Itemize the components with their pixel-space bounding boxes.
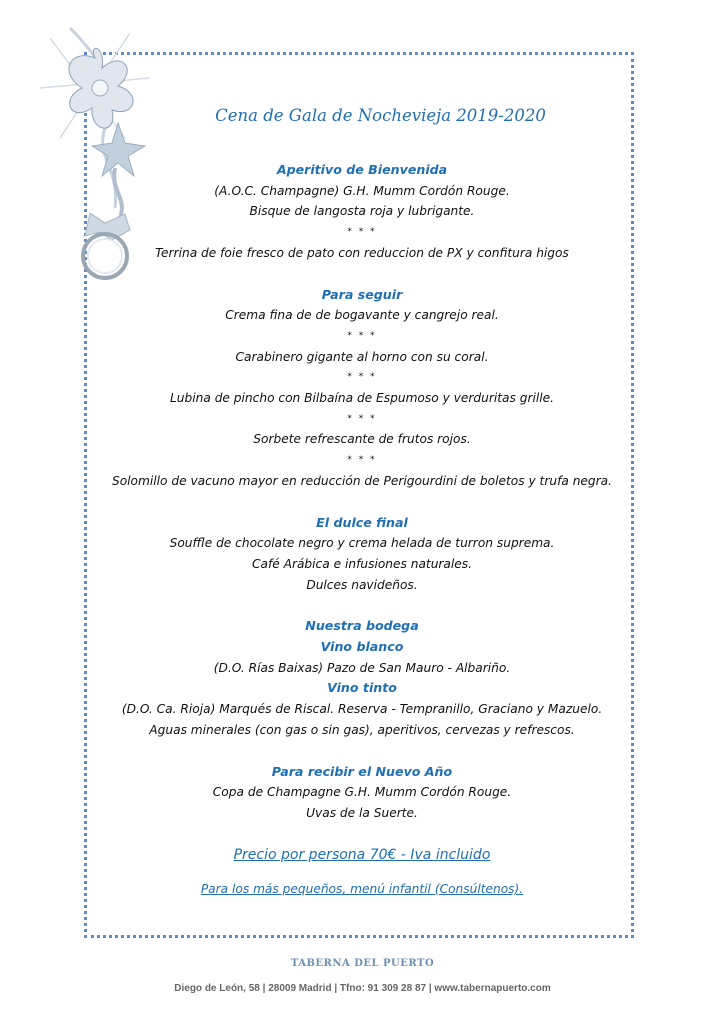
separator: * * * <box>347 227 377 238</box>
menu-line: Crema fina de de bogavante y cangrejo real. <box>225 308 499 323</box>
menu-line: Carabinero gigante al horno con su coral. <box>235 349 489 364</box>
menu-line: (D.O. Rías Baixas) Pazo de San Mauro - Albariño. <box>213 660 511 675</box>
section-heading: El dulce final <box>316 514 408 530</box>
menu-line: Dulces navideños. <box>306 577 418 592</box>
kids-menu-link[interactable]: Para los más pequeños, menú infantil (Consúltenos). <box>200 882 524 896</box>
menu-line: Bisque de langosta roja y lubrigante. <box>249 204 475 219</box>
section-subheading: Vino tinto <box>327 680 397 696</box>
separator: * * * <box>347 330 377 341</box>
footer-contact: Diego de León, 58 | 28009 Madrid | Tfno: 91 309 28 87 | www.tabernapuerto.com <box>174 983 551 994</box>
brand-logo-text: TABERNA DEL PUERTO <box>290 958 435 969</box>
section-heading: Nuestra bodega <box>305 618 419 634</box>
menu-line: Aguas minerales (con gas o sin gas), aperitivos, cervezas y refrescos. <box>149 722 575 737</box>
section-subheading: Vino blanco <box>320 639 404 655</box>
menu-line: Café Arábica e infusiones naturales. <box>251 556 473 571</box>
menu-line: Solomillo de vacuno mayor en reducción de Perigourdini de boletos y trufa negra. <box>111 473 613 488</box>
menu-line: Souffle de chocolate negro y crema helada de turron suprema. <box>169 536 555 551</box>
menu-line: Terrina de foie fresco de pato con reduccion de PX y confitura higos <box>155 245 569 260</box>
menu-line: (A.O.C. Champagne) G.H. Mumm Cordón Rouge. <box>214 183 510 198</box>
section-heading: Aperitivo de Bienvenida <box>276 162 448 177</box>
menu-line: Lubina de pincho con Bilbaína de Espumoso y verduritas grille. <box>169 391 554 406</box>
menu-line: Sorbete refrescante de frutos rojos. <box>253 432 471 447</box>
menu-line: Copa de Champagne G.H. Mumm Cordón Rouge. <box>212 785 512 800</box>
price-text: Precio por persona 70€ - Iva incluido <box>233 847 491 863</box>
menu-line: (D.O. Ca. Rioja) Marqués de Riscal. Reserva - Tempranillo, Graciano y Mazuelo. <box>121 702 603 717</box>
section-heading: Para seguir <box>321 286 403 302</box>
separator: * * * <box>347 372 377 383</box>
separator: * * * <box>347 413 377 424</box>
section-heading: Para recibir el Nuevo Año <box>271 763 453 779</box>
menu-body <box>84 160 640 824</box>
separator: * * * <box>347 455 377 466</box>
page-title: Cena de Gala de Nochevieja 2019-2020 <box>215 106 546 125</box>
menu-line: Uvas de la Suerte. <box>306 805 418 820</box>
